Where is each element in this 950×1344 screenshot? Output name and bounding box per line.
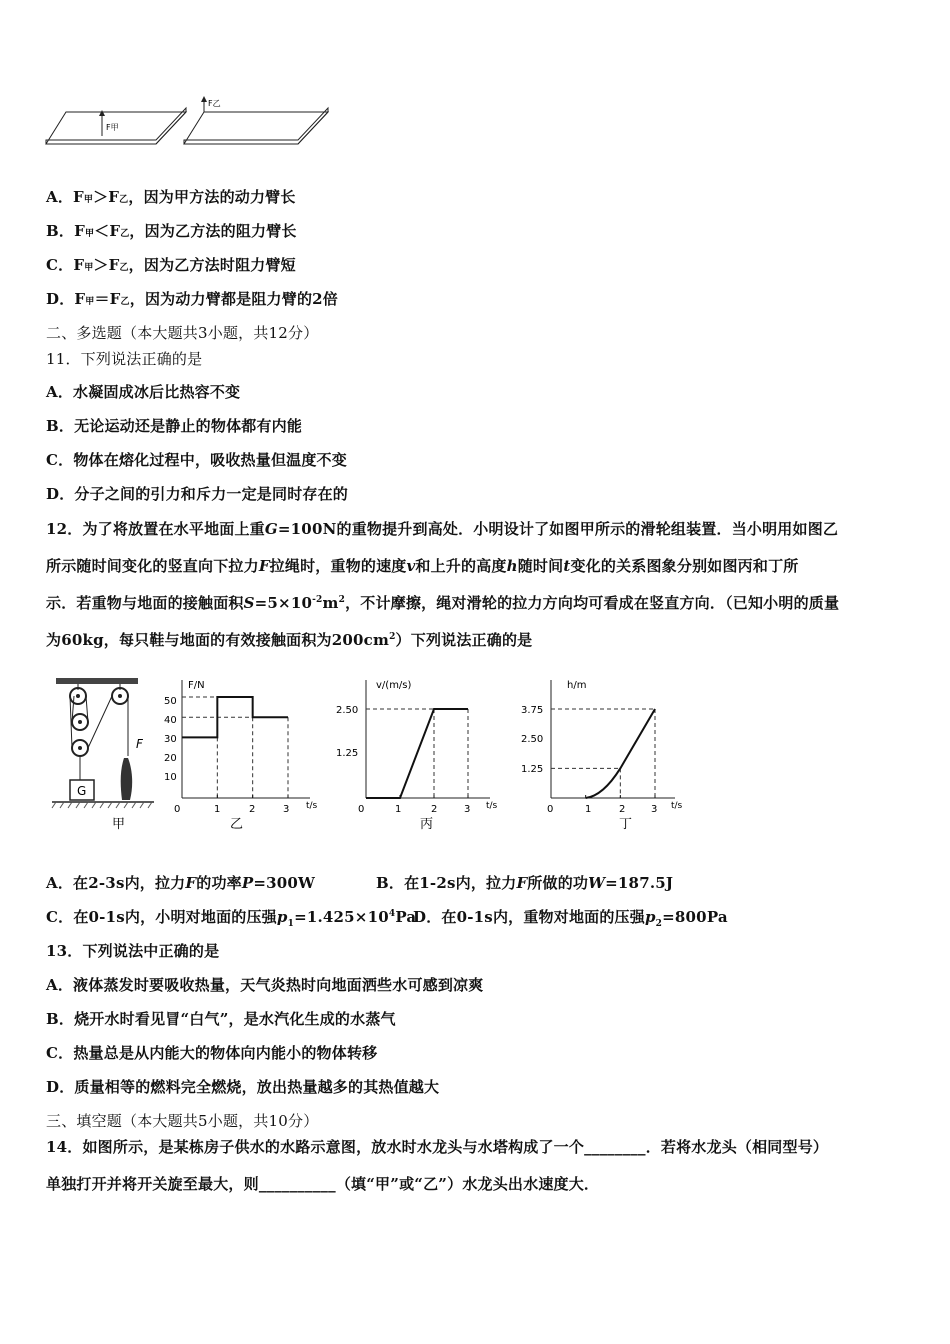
yi-ytick-20: 20 xyxy=(164,753,177,764)
ding-ylabel: h/m xyxy=(567,680,587,691)
q11-option-a: A．水凝固成冰后比热容不变 xyxy=(46,383,241,401)
bing-xtick-3: 3 xyxy=(464,804,471,815)
q14-line-2: 单独打开并将开关旋至最大，则__________（填“甲”或“乙”）水龙头出水速度大． xyxy=(46,1175,600,1193)
force-label-jia: F甲 xyxy=(106,123,119,132)
plate-yi xyxy=(184,112,328,144)
bing-xtick-0: 0 xyxy=(358,804,365,815)
q12-line-3: 示．若重物与地面的接触面积$S=5\times 10^{-2}m^2$，不计摩擦，绳对滑轮的拉力方向均可看成在竖直方向．（已知小明的质量 xyxy=(46,594,840,612)
q14-blank-2[interactable]: __________ xyxy=(258,1175,336,1193)
bing-xtick-2: 2 xyxy=(431,804,438,815)
ding-xtick-1: 1 xyxy=(585,804,592,815)
q11-stem: 11．下列说法正确的是 xyxy=(46,350,203,368)
yi-ytick-40: 40 xyxy=(164,715,177,726)
ding-ytick-125: 1.25 xyxy=(521,764,544,775)
yi-xtick-3: 3 xyxy=(283,804,290,815)
yi-ytick-50: 50 xyxy=(164,696,177,707)
chart-yi xyxy=(160,676,330,836)
q10-option-d: D．F甲＝F乙，因为动力臂都是阻力臂的2倍 xyxy=(46,290,338,308)
bing-xlabel: t/s xyxy=(486,801,498,811)
bing-marks xyxy=(366,709,468,798)
yi-ytick-30: 30 xyxy=(164,734,177,745)
plates-figure xyxy=(44,96,344,152)
ding-xtick-3: 3 xyxy=(651,804,658,815)
ding-ytick-375: 3.75 xyxy=(521,705,544,716)
ding-xlabel: t/s xyxy=(671,801,683,811)
weight-label: G xyxy=(77,784,87,798)
figure-jia-pulley xyxy=(50,676,160,836)
arrowhead-yi xyxy=(201,96,207,102)
bing-ytick-125: 1.25 xyxy=(336,748,359,759)
q12-option-b: B．在1-2s内，拉力F所做的功W=187.5J xyxy=(376,874,674,892)
yi-xlabel: t/s xyxy=(306,801,318,811)
plate-yi-side xyxy=(184,108,328,144)
q12-line-1: 12．为了将放置在水平地面上重G=100N的重物提升到高处．小明设计了如图甲所示的滑轮组装置．当小明用如图乙 xyxy=(46,520,839,538)
q11-option-d: D．分子之间的引力和斥力一定是同时存在的 xyxy=(46,485,349,503)
chart-bing xyxy=(330,676,510,836)
yi-ytick-10: 10 xyxy=(164,772,177,783)
bing-ylabel: v/(m/s) xyxy=(376,680,412,691)
caption-yi: 乙 xyxy=(230,817,244,832)
q11-option-c: C．物体在熔化过程中，吸收热量但温度不变 xyxy=(46,451,347,469)
ding-xtick-0: 0 xyxy=(547,804,554,815)
q12-option-a: A．在2-3s内，拉力F的功率P=300W xyxy=(46,874,316,892)
arrowhead-jia xyxy=(99,110,105,116)
yi-xtick-0: 0 xyxy=(174,804,181,815)
ding-guides xyxy=(551,709,655,798)
q12-option-c: C．在0-1s内，小明对地面的压强$p_1=1.425\times 10^4Pa$ xyxy=(46,908,417,929)
section-2-heading: 二、多选题（本大题共3小题，共12分） xyxy=(46,324,319,342)
yi-xtick-1: 1 xyxy=(214,804,221,815)
bing-ytick-250: 2.50 xyxy=(336,705,359,716)
bing-series-line xyxy=(366,709,468,798)
q12-line-2: 所示随时间变化的竖直向下拉力F拉绳时，重物的速度v和上升的高度h随时间t变化的关系图象分别如图丙和丁所 xyxy=(46,557,799,575)
yi-xtick-2: 2 xyxy=(249,804,256,815)
q13-option-a: A．液体蒸发时要吸收热量，天气炎热时向地面洒些水可感到凉爽 xyxy=(46,976,484,994)
yi-marks xyxy=(182,697,288,798)
q11-option-b: B．无论运动还是静止的物体都有内能 xyxy=(46,417,303,435)
section-3-heading: 三、填空题（本大题共5小题，共10分） xyxy=(46,1112,319,1130)
caption-bing: 丙 xyxy=(420,817,434,832)
q12-line-4: 为60kg，每只鞋与地面的有效接触面积为$200cm^2$）下列说法正确的是 xyxy=(46,631,533,649)
q10-option-a: A．F甲＞F乙，因为甲方法的动力臂长 xyxy=(46,188,296,206)
q10-option-b: B．F甲＜F乙，因为乙方法的阻力臂长 xyxy=(46,222,297,240)
q13-option-c: C．热量总是从内能大的物体向内能小的物体转移 xyxy=(46,1044,378,1062)
q14-blank-1[interactable]: ________ xyxy=(584,1138,646,1156)
chart-ding xyxy=(515,676,695,836)
q13-stem: 13．下列说法中正确的是 xyxy=(46,942,220,960)
bing-axes xyxy=(366,680,490,798)
yi-guides xyxy=(182,697,288,798)
person-silhouette xyxy=(121,758,132,800)
ceiling xyxy=(56,678,138,684)
caption-ding: 丁 xyxy=(619,817,633,832)
yi-ylabel: F/N xyxy=(188,680,205,691)
q14-line-1: 14．如图所示，是某栋房子供水的水路示意图，放水时水龙头与水塔构成了一个________．若将水龙头（相同型号） xyxy=(46,1138,829,1156)
ding-xtick-2: 2 xyxy=(619,804,626,815)
ding-ytick-250: 2.50 xyxy=(521,734,544,745)
force-label-yi: F乙 xyxy=(208,99,221,108)
force-label: F xyxy=(136,737,143,751)
caption-jia: 甲 xyxy=(112,817,126,832)
q12-option-d: D．在0-1s内，重物对地面的压强$p_2=800Pa$ xyxy=(413,908,728,929)
q10-option-c: C．F甲＞F乙，因为乙方法时阻力臂短 xyxy=(46,256,296,274)
bing-xtick-1: 1 xyxy=(395,804,402,815)
q13-option-b: B．烧开水时看见冒“白气”，是水汽化生成的水蒸气 xyxy=(46,1010,396,1028)
q13-option-d: D．质量相等的燃料完全燃烧，放出热量越多的其热值越大 xyxy=(46,1078,440,1096)
